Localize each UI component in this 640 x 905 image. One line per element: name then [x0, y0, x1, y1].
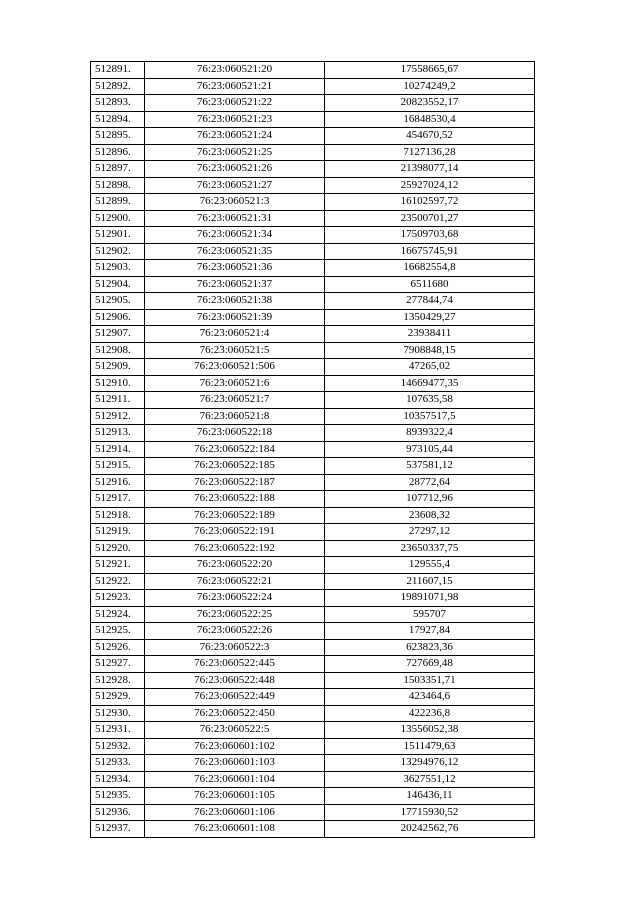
cadastral-value-cell: 19891071,98 [325, 590, 535, 607]
table-body [91, 62, 535, 838]
cadastral-number-cell: 76:23:060522:445 [145, 656, 325, 673]
table-row [91, 309, 535, 326]
table-row [91, 375, 535, 392]
table-row [91, 623, 535, 640]
cadastral-number-cell: 76:23:060522:448 [145, 672, 325, 689]
cadastral-value-cell: 623823,36 [325, 639, 535, 656]
table-row [91, 392, 535, 409]
cadastral-value-cell: 6511680 [325, 276, 535, 293]
cadastral-value-cell: 129555,4 [325, 557, 535, 574]
row-number-cell: 512937. [91, 821, 145, 838]
table-row [91, 738, 535, 755]
cadastral-number-cell: 76:23:060522:449 [145, 689, 325, 706]
row-number-cell: 512931. [91, 722, 145, 739]
row-number-cell: 512927. [91, 656, 145, 673]
cadastral-number-cell: 76:23:060521:22 [145, 95, 325, 112]
cadastral-value-cell: 23650337,75 [325, 540, 535, 557]
table-row [91, 260, 535, 277]
cadastral-number-cell: 76:23:060521:506 [145, 359, 325, 376]
row-number-cell: 512910. [91, 375, 145, 392]
row-number-cell: 512898. [91, 177, 145, 194]
row-number-cell: 512900. [91, 210, 145, 227]
row-number-cell: 512891. [91, 62, 145, 79]
cadastral-value-cell: 211607,15 [325, 573, 535, 590]
row-number-cell: 512914. [91, 441, 145, 458]
cadastral-number-cell: 76:23:060521:34 [145, 227, 325, 244]
cadastral-value-cell: 20823552,17 [325, 95, 535, 112]
table-row [91, 62, 535, 79]
cadastral-number-cell: 76:23:060521:21 [145, 78, 325, 95]
table-row [91, 326, 535, 343]
row-number-cell: 512921. [91, 557, 145, 574]
cadastral-value-cell: 23938411 [325, 326, 535, 343]
cadastral-number-cell: 76:23:060521:39 [145, 309, 325, 326]
cadastral-number-cell: 76:23:060522:191 [145, 524, 325, 541]
table-row [91, 507, 535, 524]
row-number-cell: 512907. [91, 326, 145, 343]
table-row [91, 161, 535, 178]
row-number-cell: 512920. [91, 540, 145, 557]
cadastral-value-cell: 727669,48 [325, 656, 535, 673]
cadastral-value-cell: 23500701,27 [325, 210, 535, 227]
row-number-cell: 512904. [91, 276, 145, 293]
cadastral-value-cell: 23608,32 [325, 507, 535, 524]
row-number-cell: 512892. [91, 78, 145, 95]
table-row [91, 243, 535, 260]
row-number-cell: 512930. [91, 705, 145, 722]
row-number-cell: 512919. [91, 524, 145, 541]
table-row [91, 194, 535, 211]
row-number-cell: 512925. [91, 623, 145, 640]
cadastral-value-cell: 13556052,38 [325, 722, 535, 739]
table-row [91, 656, 535, 673]
cadastral-value-cell: 107712,96 [325, 491, 535, 508]
cadastral-number-cell: 76:23:060522:26 [145, 623, 325, 640]
row-number-cell: 512903. [91, 260, 145, 277]
cadastral-number-cell: 76:23:060522:192 [145, 540, 325, 557]
table-row [91, 177, 535, 194]
cadastral-value-cell: 47265,02 [325, 359, 535, 376]
table-row [91, 474, 535, 491]
table-row [91, 705, 535, 722]
cadastral-value-cell: 17715930,52 [325, 804, 535, 821]
row-number-cell: 512936. [91, 804, 145, 821]
row-number-cell: 512899. [91, 194, 145, 211]
table-row [91, 524, 535, 541]
table-row [91, 458, 535, 475]
table-row [91, 408, 535, 425]
cadastral-value-cell: 7127136,28 [325, 144, 535, 161]
cadastral-number-cell: 76:23:060521:6 [145, 375, 325, 392]
cadastral-value-cell: 146436,11 [325, 788, 535, 805]
cadastral-value-cell: 17927,84 [325, 623, 535, 640]
cadastral-number-cell: 76:23:060521:7 [145, 392, 325, 409]
table-row [91, 540, 535, 557]
row-number-cell: 512932. [91, 738, 145, 755]
table-row [91, 491, 535, 508]
cadastral-number-cell: 76:23:060522:3 [145, 639, 325, 656]
table-row [91, 144, 535, 161]
table-row [91, 557, 535, 574]
cadastral-number-cell: 76:23:060521:38 [145, 293, 325, 310]
cadastral-value-cell: 13294976,12 [325, 755, 535, 772]
row-number-cell: 512913. [91, 425, 145, 442]
row-number-cell: 512917. [91, 491, 145, 508]
row-number-cell: 512894. [91, 111, 145, 128]
cadastral-number-cell: 76:23:060522:187 [145, 474, 325, 491]
cadastral-value-cell: 16102597,72 [325, 194, 535, 211]
cadastral-number-cell: 76:23:060601:104 [145, 771, 325, 788]
row-number-cell: 512911. [91, 392, 145, 409]
table-row [91, 689, 535, 706]
cadastral-value-cell: 1511479,63 [325, 738, 535, 755]
cadastral-value-cell: 27297,12 [325, 524, 535, 541]
cadastral-value-cell: 16848530,4 [325, 111, 535, 128]
cadastral-number-cell: 76:23:060522:185 [145, 458, 325, 475]
cadastral-value-cell: 14669477,35 [325, 375, 535, 392]
cadastral-value-cell: 537581,12 [325, 458, 535, 475]
cadastral-value-cell: 16675745,91 [325, 243, 535, 260]
row-number-cell: 512897. [91, 161, 145, 178]
table-row [91, 788, 535, 805]
cadastral-value-cell: 25927024,12 [325, 177, 535, 194]
cadastral-value-cell: 28772,64 [325, 474, 535, 491]
cadastral-value-cell: 595707 [325, 606, 535, 623]
cadastral-value-cell: 277844,74 [325, 293, 535, 310]
cadastral-value-cell: 10357517,5 [325, 408, 535, 425]
cadastral-value-cell: 7908848,15 [325, 342, 535, 359]
cadastral-number-cell: 76:23:060521:26 [145, 161, 325, 178]
table-row [91, 672, 535, 689]
table-row [91, 639, 535, 656]
cadastral-number-cell: 76:23:060521:23 [145, 111, 325, 128]
cadastral-value-cell: 1350429,27 [325, 309, 535, 326]
table-row [91, 359, 535, 376]
cadastral-value-cell: 107635,58 [325, 392, 535, 409]
table-row [91, 590, 535, 607]
cadastral-number-cell: 76:23:060521:36 [145, 260, 325, 277]
cadastral-number-cell: 76:23:060522:20 [145, 557, 325, 574]
table-row [91, 95, 535, 112]
table-row [91, 606, 535, 623]
row-number-cell: 512926. [91, 639, 145, 656]
cadastral-number-cell: 76:23:060601:108 [145, 821, 325, 838]
row-number-cell: 512935. [91, 788, 145, 805]
row-number-cell: 512933. [91, 755, 145, 772]
cadastral-value-cell: 16682554,8 [325, 260, 535, 277]
row-number-cell: 512915. [91, 458, 145, 475]
table-row [91, 821, 535, 838]
row-number-cell: 512902. [91, 243, 145, 260]
cadastral-value-cell: 10274249,2 [325, 78, 535, 95]
cadastral-value-cell: 21398077,14 [325, 161, 535, 178]
table-row [91, 573, 535, 590]
row-number-cell: 512905. [91, 293, 145, 310]
row-number-cell: 512924. [91, 606, 145, 623]
cadastral-number-cell: 76:23:060521:27 [145, 177, 325, 194]
table-row [91, 755, 535, 772]
cadastral-number-cell: 76:23:060521:8 [145, 408, 325, 425]
cadastral-number-cell: 76:23:060601:103 [145, 755, 325, 772]
table-row [91, 771, 535, 788]
row-number-cell: 512895. [91, 128, 145, 145]
cadastral-number-cell: 76:23:060601:105 [145, 788, 325, 805]
cadastral-value-cell: 1503351,71 [325, 672, 535, 689]
table-row [91, 441, 535, 458]
table-row [91, 78, 535, 95]
row-number-cell: 512896. [91, 144, 145, 161]
cadastral-number-cell: 76:23:060522:18 [145, 425, 325, 442]
cadastral-number-cell: 76:23:060521:35 [145, 243, 325, 260]
table-row [91, 342, 535, 359]
cadastral-number-cell: 76:23:060522:5 [145, 722, 325, 739]
table-row [91, 276, 535, 293]
row-number-cell: 512916. [91, 474, 145, 491]
row-number-cell: 512909. [91, 359, 145, 376]
cadastral-number-cell: 76:23:060521:25 [145, 144, 325, 161]
cadastral-number-cell: 76:23:060521:24 [145, 128, 325, 145]
cadastral-value-cell: 454670,52 [325, 128, 535, 145]
cadastral-number-cell: 76:23:060522:25 [145, 606, 325, 623]
cadastral-number-cell: 76:23:060521:4 [145, 326, 325, 343]
row-number-cell: 512906. [91, 309, 145, 326]
cadastral-number-cell: 76:23:060601:106 [145, 804, 325, 821]
row-number-cell: 512922. [91, 573, 145, 590]
cadastral-value-cell: 423464,6 [325, 689, 535, 706]
row-number-cell: 512923. [91, 590, 145, 607]
table-row [91, 210, 535, 227]
table-row [91, 128, 535, 145]
row-number-cell: 512918. [91, 507, 145, 524]
cadastral-number-cell: 76:23:060522:24 [145, 590, 325, 607]
row-number-cell: 512934. [91, 771, 145, 788]
cadastral-number-cell: 76:23:060522:450 [145, 705, 325, 722]
cadastral-number-cell: 76:23:060521:5 [145, 342, 325, 359]
cadastral-number-cell: 76:23:060521:3 [145, 194, 325, 211]
table-row [91, 227, 535, 244]
cadastral-value-cell: 17558665,67 [325, 62, 535, 79]
cadastral-number-cell: 76:23:060522:184 [145, 441, 325, 458]
cadastral-value-cell: 973105,44 [325, 441, 535, 458]
cadastral-value-cell: 8939322,4 [325, 425, 535, 442]
table-row [91, 425, 535, 442]
table-row [91, 722, 535, 739]
table-row [91, 111, 535, 128]
cadastral-number-cell: 76:23:060521:31 [145, 210, 325, 227]
cadastral-number-cell: 76:23:060522:189 [145, 507, 325, 524]
cadastral-value-table [90, 61, 535, 838]
cadastral-value-cell: 20242562,76 [325, 821, 535, 838]
cadastral-number-cell: 76:23:060521:20 [145, 62, 325, 79]
table-row [91, 804, 535, 821]
row-number-cell: 512901. [91, 227, 145, 244]
cadastral-number-cell: 76:23:060521:37 [145, 276, 325, 293]
table-row [91, 293, 535, 310]
cadastral-value-cell: 3627551,12 [325, 771, 535, 788]
row-number-cell: 512912. [91, 408, 145, 425]
row-number-cell: 512893. [91, 95, 145, 112]
cadastral-number-cell: 76:23:060522:21 [145, 573, 325, 590]
row-number-cell: 512908. [91, 342, 145, 359]
cadastral-number-cell: 76:23:060601:102 [145, 738, 325, 755]
row-number-cell: 512929. [91, 689, 145, 706]
cadastral-number-cell: 76:23:060522:188 [145, 491, 325, 508]
row-number-cell: 512928. [91, 672, 145, 689]
cadastral-value-cell: 422236,8 [325, 705, 535, 722]
cadastral-value-cell: 17509703,68 [325, 227, 535, 244]
